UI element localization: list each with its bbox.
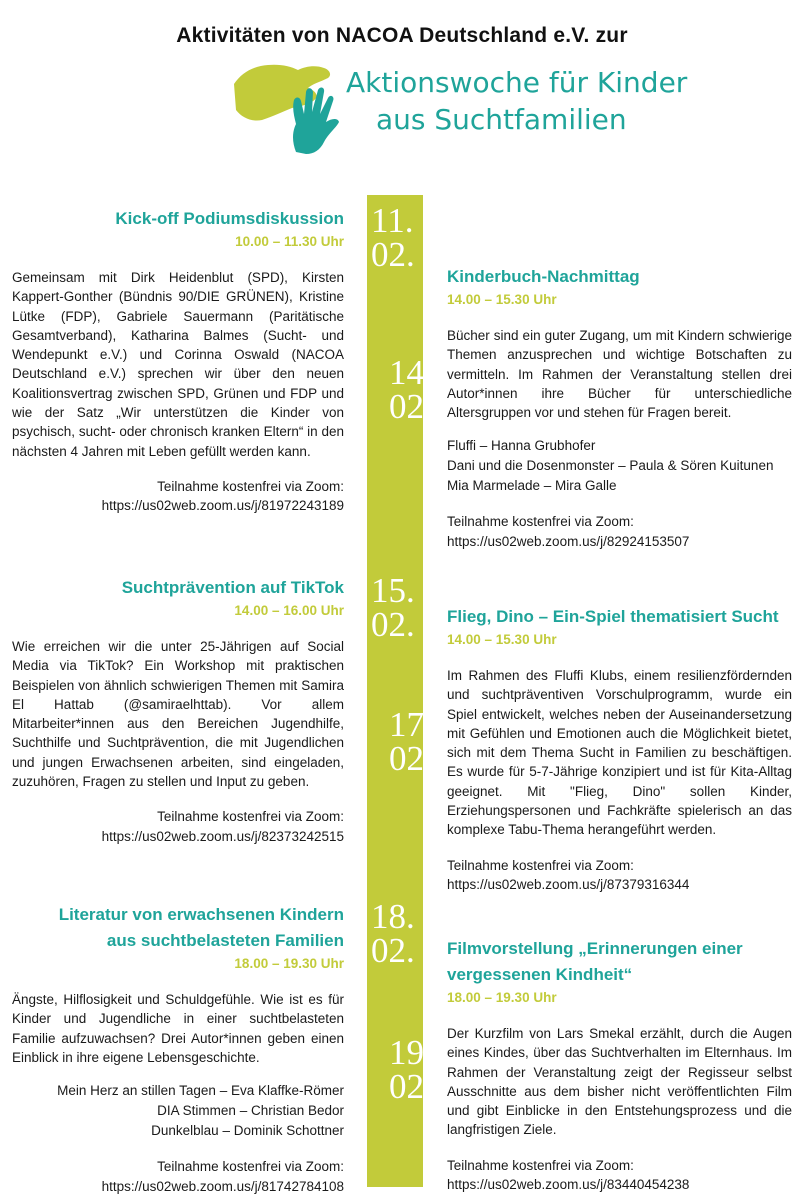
book-list [12, 1081, 344, 1141]
zoom-link[interactable]: https://us02web.zoom.us/j/81972243189 [101, 498, 344, 514]
event-title-line-2: vergessenen Kindheit“ [447, 965, 633, 984]
zoom-label: Teilnahme kostenfrei via Zoom: [157, 478, 344, 494]
zoom-link[interactable]: https://us02web.zoom.us/j/83440454238 [447, 1177, 690, 1193]
event-kickoff [12, 206, 344, 516]
date-day: 18. [371, 897, 415, 936]
event-title [447, 936, 792, 988]
event-title: Suchtprävention auf TikTok [121, 578, 344, 597]
event-tiktok [12, 575, 344, 846]
date-label [371, 201, 435, 274]
date-day: 19. [389, 1033, 433, 1072]
event-description: Ängste, Hilflosigkeit und Schuldgefühle. Wie ist es für Kinder und Jugendliche in einer suchtbelasteten Familie aufzuwachsen? Drei Autor*innen geben einen Einblick in ihre eigene Lebensgeschichte. [12, 992, 344, 1065]
zoom-label: Teilnahme kostenfrei via Zoom: [157, 1159, 344, 1175]
event-literatur [12, 902, 344, 1196]
event-description: Bücher sind ein guter Zugang, um mit Kindern schwierige Themen anzusprechen und wichtige Botschaften zu vermitteln. Im Rahmen der Veranstaltung stellen drei Autor*innen ihre Bücher für unterschiedliche Altersgruppen vor und stehen für Fragen bereit. [447, 328, 792, 421]
zoom-link[interactable]: https://us02web.zoom.us/j/82924153507 [447, 533, 690, 549]
event-title: Flieg, Dino – Ein-Spiel thematisiert Sucht [447, 607, 779, 626]
date-month: 02. [389, 1067, 433, 1106]
zoom-info [447, 1156, 792, 1195]
zoom-info [447, 512, 792, 551]
zoom-info [12, 807, 344, 846]
event-title-line-2: aus suchtbelasteten Familien [106, 931, 344, 950]
date-month: 02. [371, 931, 415, 970]
logo-line-2: aus Suchtfamilien [376, 103, 627, 136]
event-description: Gemeinsam mit Dirk Heidenblut (SPD), Kirsten Kappert-Gonther (Bündnis 90/DIE GRÜNEN), Kristine Lütke (FDP), Gabriele Sauermann (Paritätische Gesamtverband), Katharina Balmes (Sucht- und Wendepunkt e.V.) und Corinna Oswald (NACOA Deutschland e.V.) sprechen wir über den neuen Koalitionsvertrag zwischen SPD, Grünen und FDP und wie der Satz „Wir unterstützen die Kinder von psychisch, sucht- oder chronisch kranken Eltern“ in den nächsten 4 Jahren mit Leben gefüllt werden kann. [12, 270, 344, 459]
event-kinderbuch [447, 264, 792, 551]
event-filmvorstellung [447, 936, 792, 1195]
event-description: Im Rahmen des Fluffi Klubs, einem resilienzfördernden und suchtpräventiven Vorschulprogramm, wurde ein Spiel entwickelt, welches neben der Auseinandersetzung mit Gefühlen und Emotionen auch die Möglichkeit bietet, sich mit dem Thema Sucht in Familien zu beschäftigen. Es wurde für 5-7-Jährige konzipiert und ist für Kita-Alltag geeignet. Mit "Flieg, Dino" sollen Kinder, Erziehungspersonen und Fachkräfte spielerisch an das komplexe Tabu-Thema herangeführt werden. [447, 668, 792, 838]
event-time: 14.00 – 15.30 Uhr [447, 292, 557, 307]
event-title: Kick-off Podiumsdiskussion [115, 209, 344, 228]
zoom-label: Teilnahme kostenfrei via Zoom: [157, 809, 344, 825]
list-item: Mia Marmelade – Mira Galle [447, 478, 617, 494]
date-day: 15. [371, 571, 415, 610]
list-item: Dani und die Dosenmonster – Paula & Sören Kuitunen [447, 458, 774, 474]
event-title-line-1: Literatur von erwachsenen Kindern [58, 905, 344, 924]
list-item: Fluffi – Hanna Grubhofer [447, 438, 596, 454]
zoom-label: Teilnahme kostenfrei via Zoom: [447, 857, 634, 873]
event-title: Kinderbuch-Nachmittag [447, 267, 640, 286]
date-day: 11. [371, 201, 414, 240]
date-label [371, 571, 435, 644]
event-time: 14.00 – 15.30 Uhr [447, 632, 557, 647]
zoom-label: Teilnahme kostenfrei via Zoom: [447, 514, 634, 530]
zoom-link[interactable]: https://us02web.zoom.us/j/81742784108 [101, 1178, 344, 1194]
event-time: 18.00 – 19.30 Uhr [447, 990, 557, 1005]
event-time: 14.00 – 16.00 Uhr [234, 603, 344, 618]
date-month: 02. [389, 387, 433, 426]
list-item: DIA Stimmen – Christian Bedor [157, 1103, 344, 1119]
zoom-info [447, 856, 792, 895]
zoom-label: Teilnahme kostenfrei via Zoom: [447, 1157, 634, 1173]
date-day: 14. [389, 353, 433, 392]
list-item: Mein Herz an stillen Tagen – Eva Klaffke-Römer [57, 1083, 344, 1099]
logo-line-1: Aktionswoche für Kinder [346, 66, 688, 99]
date-month: 02. [371, 605, 415, 644]
event-time: 10.00 – 11.30 Uhr [235, 234, 344, 249]
page-title: Aktivitäten von NACOA Deutschland e.V. zur [176, 24, 628, 47]
date-month: 02. [371, 235, 415, 274]
date-label [389, 705, 453, 778]
zoom-info [12, 477, 344, 516]
event-description: Der Kurzfilm von Lars Smekal erzählt, durch die Augen eines Kindes, über das Suchtverhalten im Elternhaus. Im Rahmen der Veranstaltung zeigt der Regisseur selbst Ausschnitte aus dem bisher nicht veröffentlichten Film und gibt Einblicke in den Entstehungsprozess und die langfristigen Ziele. [447, 1026, 792, 1138]
zoom-link[interactable]: https://us02web.zoom.us/j/82373242515 [101, 828, 344, 844]
event-description: Wie erreichen wir die unter 25-Jährigen auf Social Media via TikTok? Ein Workshop mit praktischen Beispielen von ähnlich schwierigen Themen mit Samira El Hattab (@samiraelhttab). Vor allem Mitarbeiter*innen aus den Bereichen Jugendhilfe, Suchthilfe und Suchtprävention, die mit Jugendlichen und jungen Erwachsenen arbeiten, sind eingeladen, zuzuhören, Fragen zu stellen und Input zu geben. [12, 639, 344, 790]
event-title-line-1: Filmvorstellung „Erinnerungen einer [447, 939, 743, 958]
hands-logo-icon [232, 56, 342, 154]
date-label [389, 353, 453, 426]
zoom-link[interactable]: https://us02web.zoom.us/j/87379316344 [447, 877, 690, 893]
event-time: 18.00 – 19.30 Uhr [234, 956, 344, 971]
date-day: 17. [389, 705, 433, 744]
logo-wordmark [346, 64, 687, 138]
zoom-info [12, 1157, 344, 1196]
date-label [371, 897, 435, 970]
date-label [389, 1033, 453, 1106]
date-month: 02. [389, 739, 433, 778]
event-flieg-dino [447, 604, 792, 895]
event-title [12, 902, 344, 954]
list-item: Dunkelblau – Dominik Schottner [151, 1123, 344, 1139]
book-list [447, 436, 792, 496]
